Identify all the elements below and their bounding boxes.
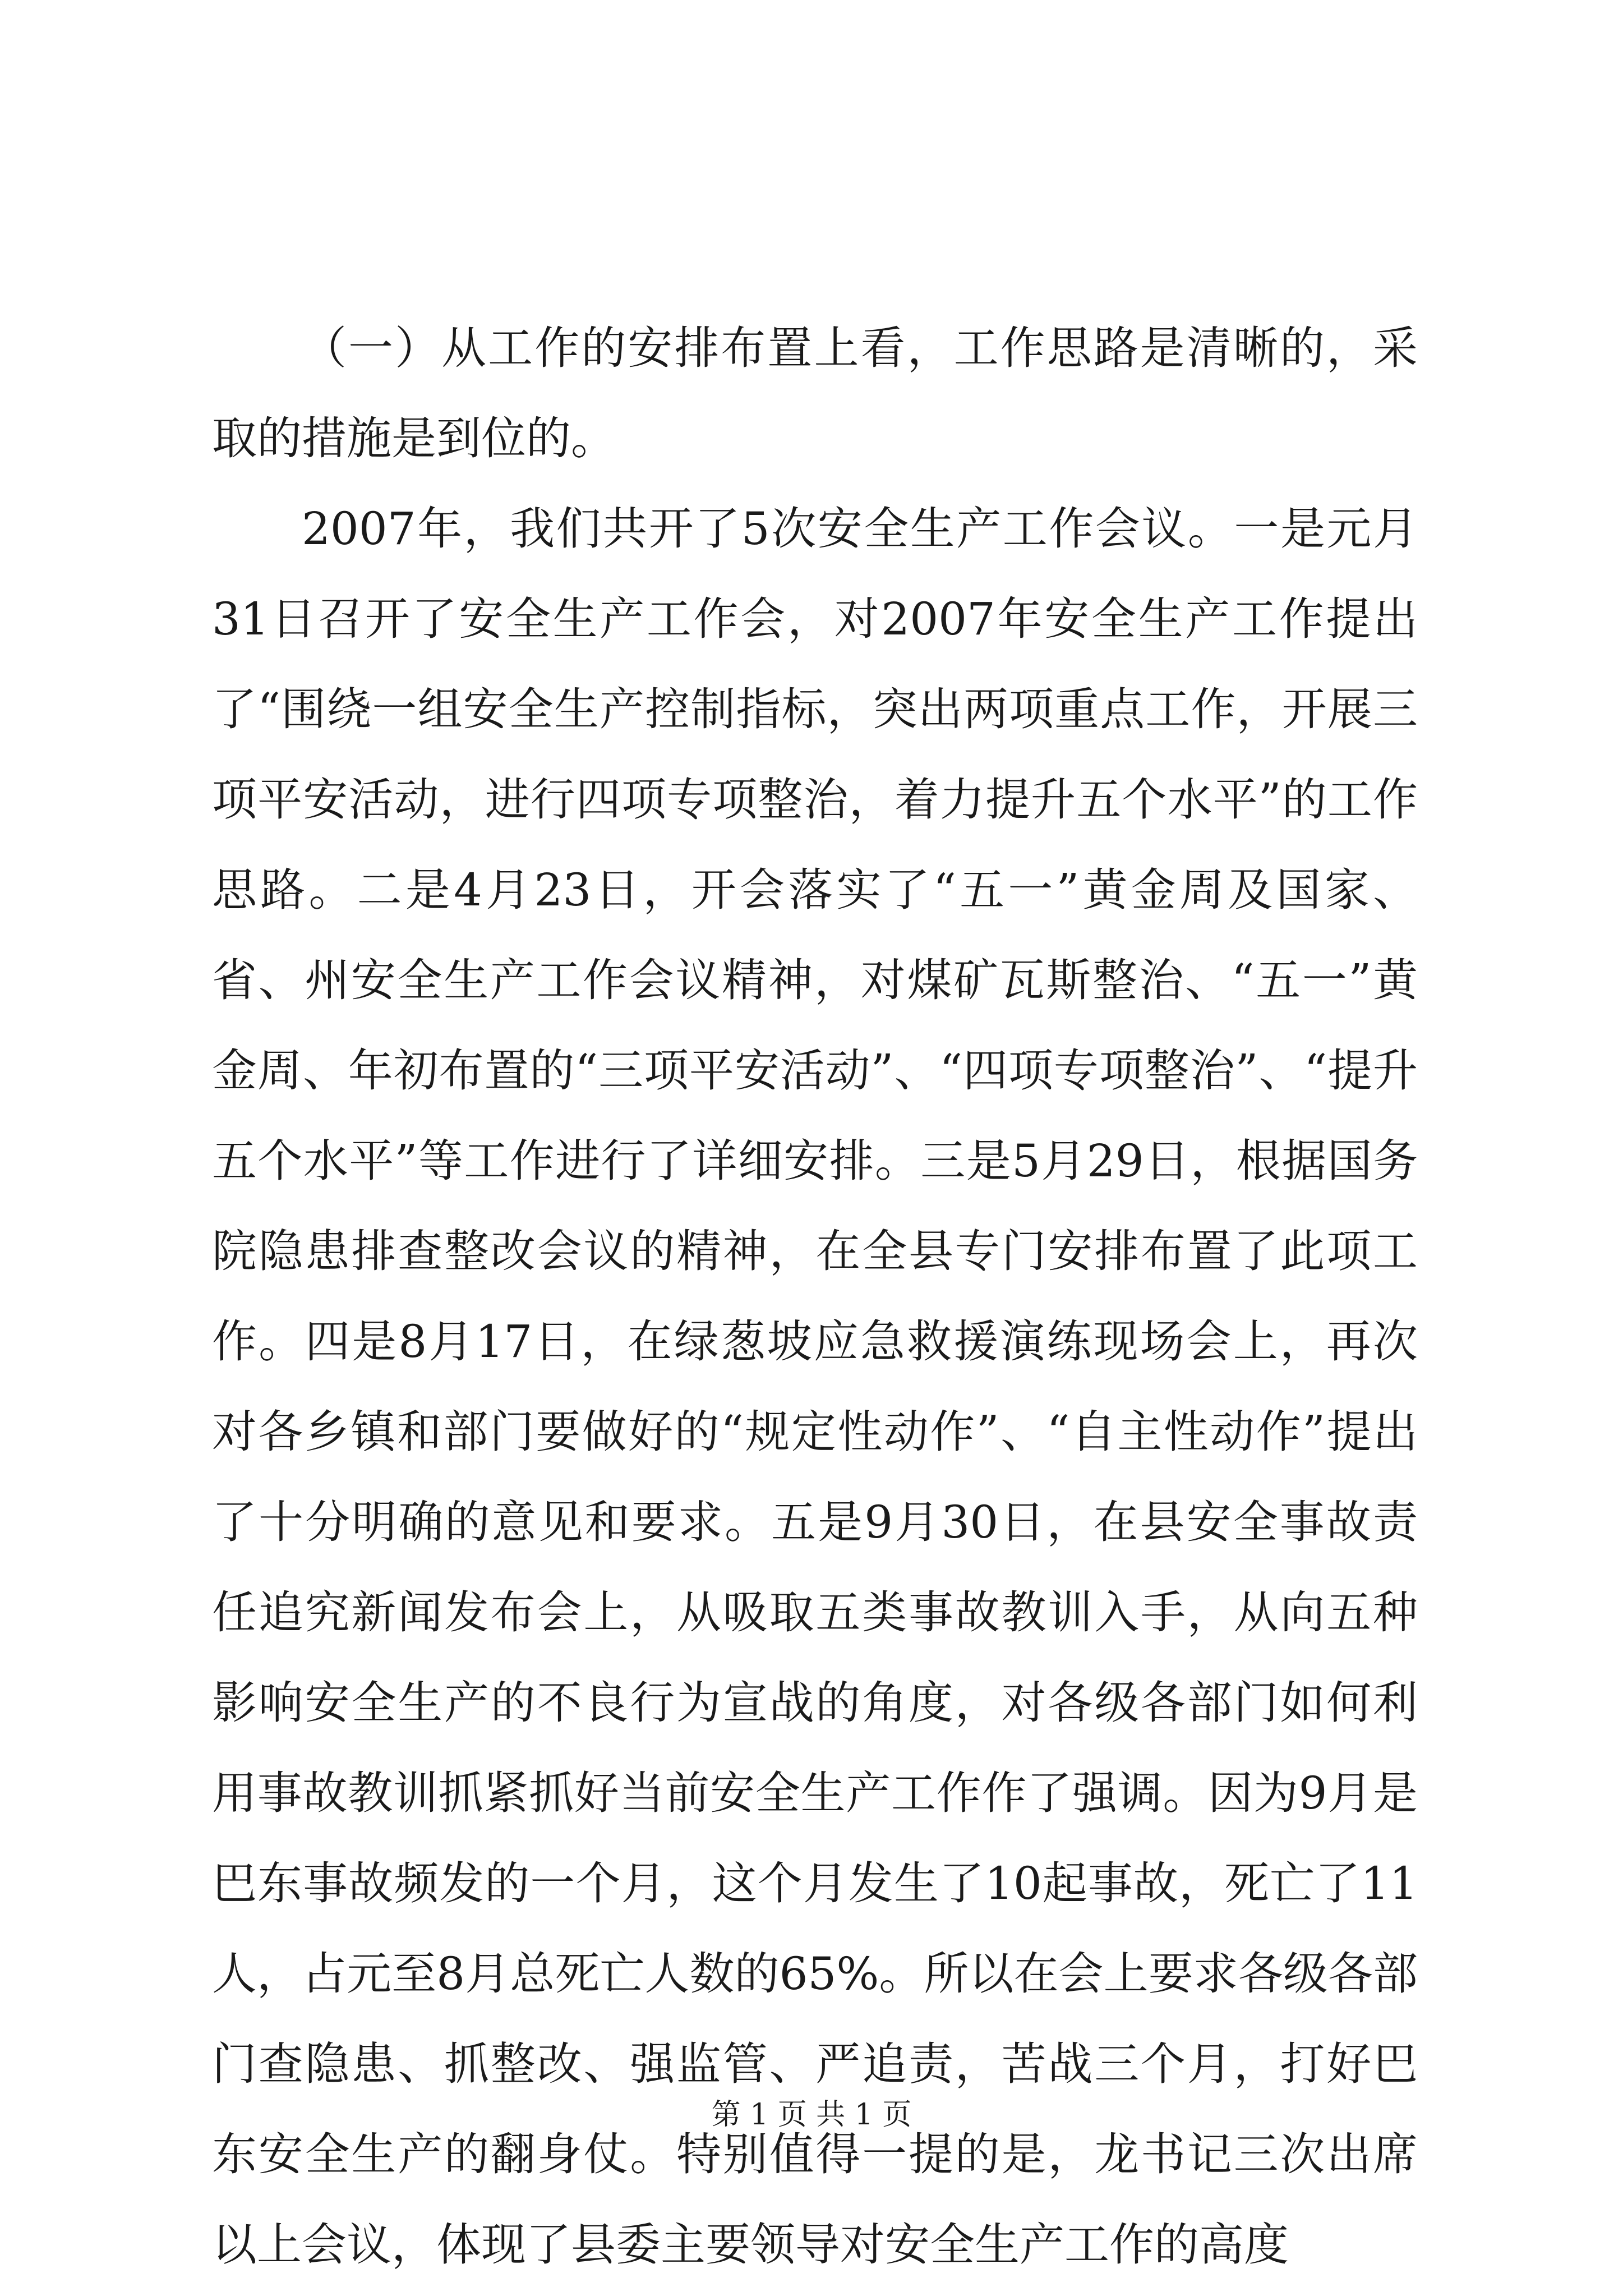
document-body [212,303,1418,2290]
paragraph-meetings-summary: 2007年，我们共开了5次安全生产工作会议。一是元月31日召开了安全生产工作会，对2007年安全生产工作提出了“围绕一组安全生产控制指标，突出两项重点工作，开展三项平安活动，进行四项专项整治，着力提升五个水平”的工作思路。二是4月23日，开会落实了“五一”黄金周及国家、省、州安全生产工作会议精神，对煤矿瓦斯整治、“五一”黄金周、年初布置的“三项平安活动”、“四项专项整治”、“提升五个水平”等工作进行了详细安排。三是5月29日，根据国务院隐患排查整改会议的精神，在全县专门安排布置了此项工作。四是8月17日，在绿葱坡应急救援演练现场会上，再次对各乡镇和部门要做好的“规定性动作”、“自主性动作”提出了十分明确的意见和要求。五是9月30日，在县安全事故责任追究新闻发布会上，从吸取五类事故教训入手，从向五种影响安全生产的不良行为宣战的角度，对各级各部门如何利用事故教训抓紧抓好当前安全生产工作作了强调。因为9月是巴东事故频发的一个月，这个月发生了10起事故，死亡了11人，占元至8月总死亡人数的65%。所以在会上要求各级各部门查隐患、抓整改、强监管、严追责，苦战三个月，打好巴东安全生产的翻身仗。特别值得一提的是，龙书记三次出席以上会议，体现了县委主要领导对安全生产工作的高度 [212,503,1418,2271]
paragraph-section-heading: （一）从工作的安排布置上看，工作思路是清晰的，采取的措施是到位的。 [212,322,1418,464]
page-footer: 第 1 页 共 1 页 [711,2098,912,2132]
